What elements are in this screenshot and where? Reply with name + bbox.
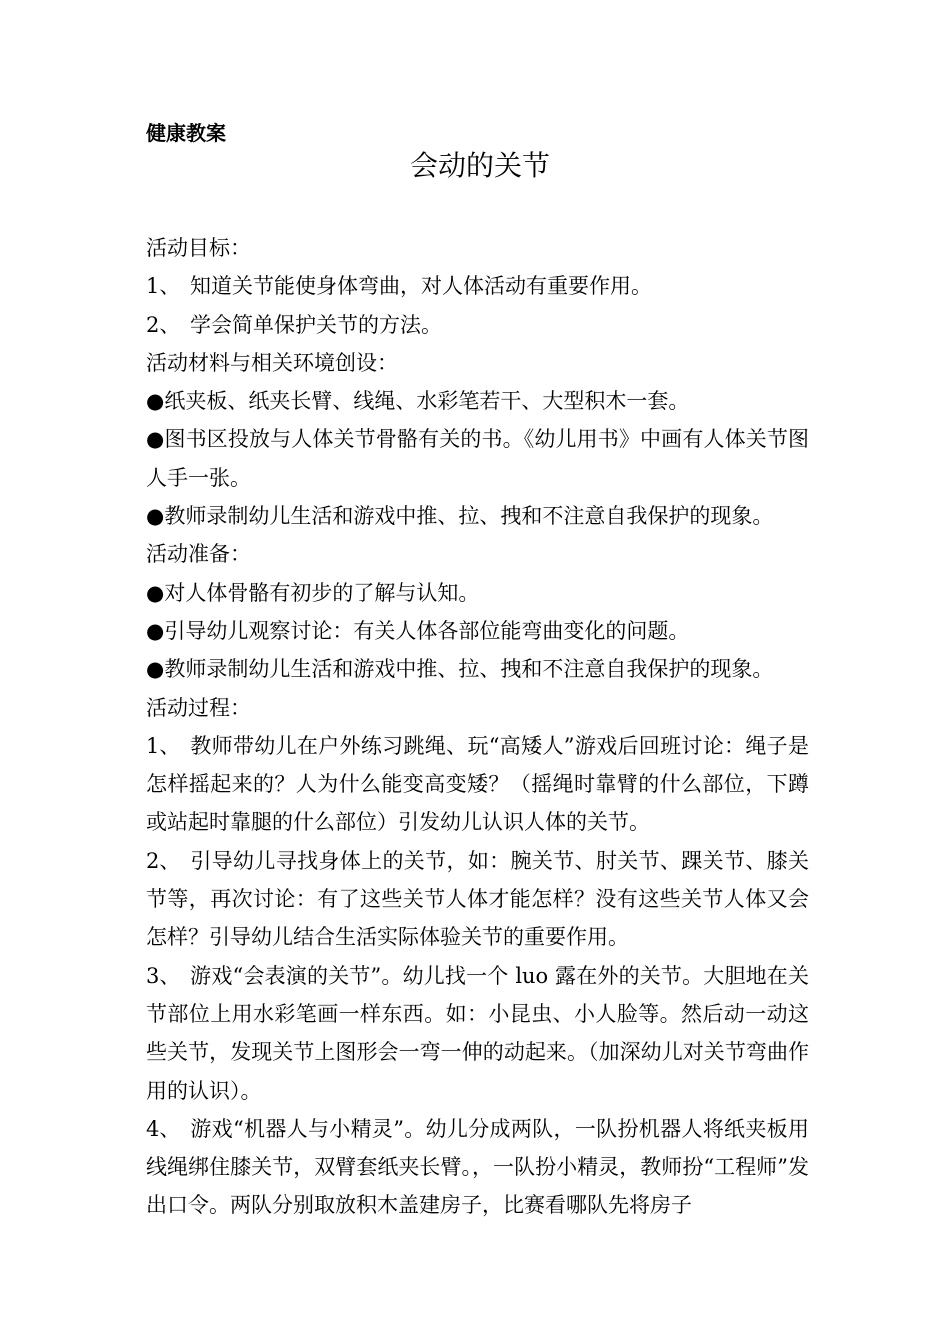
section-heading-prep: 活动准备： bbox=[146, 542, 251, 567]
process-step-text: 游戏“机器人与小精灵”。幼儿分成两队，一队扮机器人将纸夹板用线绳绑住膝关节，双臂套纸夹长臂。，一队扮小精灵，教师扮“工程师”发出口令。两队分别取放积木盖建房子，比赛看哪队先将房子 bbox=[146, 1116, 809, 1218]
material-item: ●图书区投放与人体关节骨骼有关的书。《幼儿用书》中画有人体关节图人手一张。 bbox=[146, 427, 809, 490]
prep-item: ●对人体骨骼有初步的了解与认知。 bbox=[146, 580, 480, 605]
section-heading-process: 活动过程： bbox=[146, 695, 251, 720]
process-step bbox=[146, 957, 809, 1110]
process-step-number: 4、 bbox=[146, 1116, 181, 1141]
prep-item: ●教师录制幼儿生活和游戏中推、拉、拽和不注意自我保护的现象。 bbox=[146, 657, 774, 682]
goal-item bbox=[146, 306, 809, 344]
document-title: 会动的关节 bbox=[409, 149, 550, 182]
document-body bbox=[146, 229, 809, 1225]
process-step-number: 1、 bbox=[146, 733, 181, 758]
section-heading-goals: 活动目标： bbox=[146, 236, 251, 260]
document-category: 健康教案 bbox=[146, 121, 226, 145]
process-step bbox=[146, 1110, 809, 1225]
goal-number: 2、 bbox=[146, 312, 181, 337]
section-heading-materials: 活动材料与相关环境创设： bbox=[146, 350, 398, 375]
process-step-text: 游戏“会表演的关节”。幼儿找一个 luo 露在外的关节。大胆地在关节部位上用水彩笔画一样东西。如：小昆虫、小人脸等。然后动一动这些关节，发现关节上图形会一弯一伸的动起来。（加深幼儿对关节弯曲作用的认识）。 bbox=[146, 963, 809, 1103]
goal-number: 1、 bbox=[146, 274, 181, 299]
prep-item: ●引导幼儿观察讨论：有关人体各部位能弯曲变化的问题。 bbox=[146, 618, 690, 643]
process-step bbox=[146, 842, 809, 957]
process-step-text: 引导幼儿寻找身体上的关节，如：腕关节、肘关节、踝关节、膝关节等，再次讨论：有了这些关节人体才能怎样？没有这些关节人体又会怎样？引导幼儿结合生活实际体验关节的重要作用。 bbox=[146, 848, 809, 950]
material-item: ●教师录制幼儿生活和游戏中推、拉、拽和不注意自我保护的现象。 bbox=[146, 504, 774, 529]
process-step-text: 教师带幼儿在户外练习跳绳、玩“高矮人”游戏后回班讨论：绳子是怎样摇起来的？人为什么能变高变矮？（摇绳时靠臂的什么部位，下蹲或站起时靠腿的什么部位）引发幼儿认识人体的关节。 bbox=[146, 733, 809, 835]
material-item: ●纸夹板、纸夹长臂、线绳、水彩笔若干、大型积木一套。 bbox=[146, 389, 690, 414]
goal-text: 学会简单保护关节的方法。 bbox=[190, 312, 442, 337]
process-step-number: 2、 bbox=[146, 848, 181, 873]
process-step-number: 3、 bbox=[146, 963, 181, 988]
goal-item bbox=[146, 267, 809, 305]
goal-text: 知道关节能使身体弯曲，对人体活动有重要作用。 bbox=[190, 274, 652, 299]
process-step bbox=[146, 727, 809, 842]
